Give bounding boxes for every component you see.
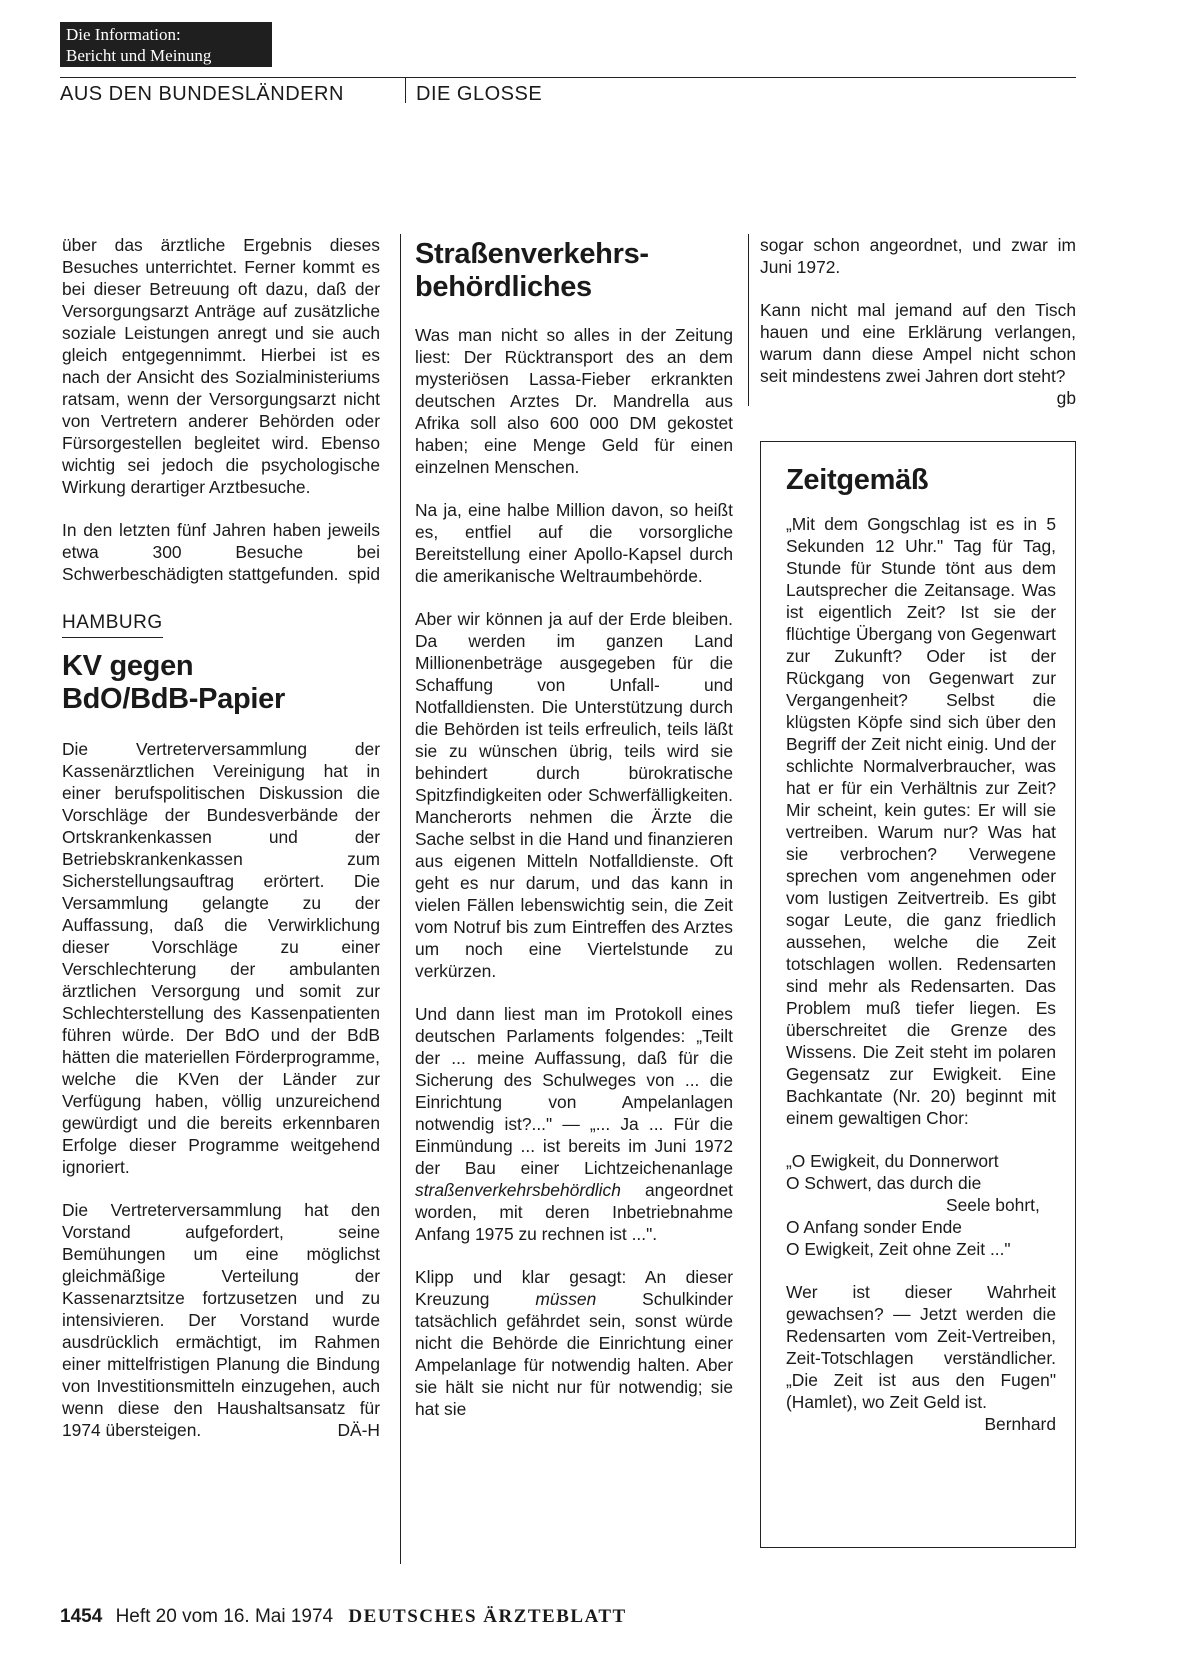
- col1-paragraph-2: [62, 519, 380, 585]
- article-headline-kv: [62, 650, 380, 716]
- page-number: 1454: [60, 1606, 103, 1627]
- col1-paragraph-4-text: Die Vertreterversammlung hat den Vorstand aufgefordert, seine Bemühungen um eine möglichst gleichmäßige Verteilung der Kassenarztsitze fortzusetzen und zu intensivieren. Der Vorstand wurde ausdrücklich ermächtigt, im Rahmen einer mittelfristigen Planung die Bindung von Investitionsmitteln einzugehen, auch wenn diese den Haushaltsansatz für 1974 übersteigen.: [62, 1200, 380, 1440]
- poem-line-2: O Schwert, das durch die: [786, 1173, 982, 1193]
- col2-paragraph-4: [415, 1003, 733, 1245]
- issue-info: Heft 20 vom 16. Mai 1974: [115, 1606, 334, 1627]
- headline-strassen-line-1: Straßenverkehrs-: [415, 238, 649, 270]
- header-rule: [60, 77, 1076, 78]
- col3-signature-gb: gb: [1056, 388, 1076, 408]
- gloss-poem: [786, 1150, 1056, 1260]
- column-2: [415, 238, 733, 1420]
- poem-line-5: O Ewigkeit, Zeit ohne Zeit ...": [786, 1239, 1011, 1259]
- headline-kv-line-2: BdO/BdB-Papier: [62, 683, 285, 715]
- col1-signature-dah: DÄ-H: [337, 1420, 380, 1440]
- col2-paragraph-2: Na ja, eine halbe Million davon, so heißt es, entfiel auf die vorsorgliche Bereitstellung einer Apollo-Kapsel durch die amerikanische Weltraumbehörde.: [415, 500, 733, 586]
- page-footer: [60, 1606, 627, 1628]
- col3-paragraph-2-text: Kann nicht mal jemand auf den Tisch hauen und eine Erklärung verlangen, warum dann diese Ampel nicht schon seit mindestens zwei Jahren dort steht?: [760, 300, 1076, 386]
- col2-paragraph-4-text-b: angeordnet worden, mit deren Inbetriebnahme Anfang 1975 zu rechnen ist ...".: [415, 1180, 733, 1244]
- header-divider: [405, 77, 406, 103]
- gloss-paragraph-2: [786, 1281, 1056, 1434]
- headline-kv-line-1: KV gegen: [62, 650, 194, 682]
- section-label-line-1: Die Information:: [66, 25, 181, 44]
- col2-paragraph-5-text-b: Schulkinder tatsächlich gefährdet sein, sonst würde nicht die Behörde die Einrichtung einer Ampelanlage für notwendig halten. Aber sie hält sie nicht nur für notwendig; sie hat sie: [415, 1289, 734, 1419]
- section-hamburg: HAMBURG: [62, 612, 163, 638]
- col1-paragraph-2-text: In den letzten fünf Jahren haben jeweils etwa 300 Besuche bei Schwerbeschädigten stattgefunden.: [62, 520, 380, 584]
- col2-paragraph-4-text-a: Und dann liest man im Protokoll eines deutschen Parlaments folgendes: „Teilt der ... meine Auffassung, daß für die Sicherung des Schulweges von ... die Einrichtung von Ampelanlagen notwendig ist?..." — „... Ja ... Für die Einmündung ... ist bereits im Juni 1972 der Bau einer Lichtzeichenanlage: [415, 1004, 733, 1178]
- gloss-signature-bernhard: Bernhard: [984, 1414, 1056, 1434]
- section-label: [60, 22, 272, 67]
- article-headline-strassen: [415, 238, 733, 304]
- poem-line-4: O Anfang sonder Ende: [786, 1217, 962, 1237]
- gloss-paragraph-2-text: Wer ist dieser Wahrheit gewachsen? — Jetzt werden die Redensarten vom Zeit-Vertreiben, Zeit-Totschlagen verständlicher. „Die Zeit ist aus den Fugen" (Hamlet), wo Zeit Geld ist.: [786, 1282, 1056, 1412]
- col2-paragraph-1: Was man nicht so alles in der Zeitung liest: Der Rücktransport des an dem mysteriösen Lassa-Fieber erkrankten deutschen Arztes Dr. Mandrella aus Afrika soll also 600 000 DM gekostet haben; eine Menge Geld für einen einzelnen Menschen.: [415, 325, 733, 477]
- right-section-title: DIE GLOSSE: [416, 83, 543, 105]
- col2-paragraph-5: [415, 1266, 733, 1420]
- poem-line-3: Seele bohrt,: [946, 1195, 1040, 1215]
- left-section-title: AUS DEN BUNDESLÄNDERN: [60, 83, 344, 105]
- section-label-line-2: Bericht und Meinung: [66, 46, 212, 65]
- magazine-title: DEUTSCHES ÄRZTEBLATT: [348, 1606, 627, 1627]
- poem-line-1: „O Ewigkeit, du Donnerwort: [786, 1151, 999, 1171]
- col2-paragraph-4-emphasis: straßenverkehrsbehördlich: [415, 1180, 621, 1200]
- col1-signature-spid: spid: [348, 564, 380, 584]
- gloss-content: [786, 464, 1056, 1435]
- col1-paragraph-1: über das ärztliche Ergebnis dieses Besuches unterrichtet. Ferner kommt es bei dieser Betreuung oft dazu, daß der Versorgungsarzt Anträge auf zusätzliche soziale Leistungen anregt und sie auch gleich entgegennimmt. Hierbei ist es nach der Ansicht des Sozialministeriums ratsam, wenn der Versorgungsarzt nicht von Vertretern anderer Behörden oder Fürsorgestellen begleitet wird. Ebenso wichtig sei jedoch die psychologische Wirkung derartiger Arztbesuche.: [62, 235, 380, 497]
- column-divider-1: [400, 234, 401, 1564]
- col2-paragraph-5-text-a: Klipp und klar gesagt: An dieser Kreuzung: [415, 1267, 733, 1309]
- col3-paragraph-2: [760, 299, 1076, 408]
- col1-paragraph-3: Die Vertreterversammlung der Kassenärztlichen Vereinigung hat in einer berufspolitischen Diskussion die Vorschläge der Bundesverbände der Ortskrankenkassen und der Betriebskrankenkassen zum Sicherstellungsauftrag erörtert. Die Versammlung gelangte zu der Auffassung, daß die Verwirklichung dieser Vorschläge zu einer Verschlechterung der ambulanten ärztlichen Versorgung und somit zur Schlechterstellung des Kassenpatienten führen würde. Der BdO und der BdB hätten die materiellen Förderprogramme, welche die KVen der Länder zur Verfügung haben, völlig unzureichend gewürdigt und die bereits erkennbaren Erfolge dieser Programme weitgehend ignoriert.: [62, 739, 380, 1177]
- headline-strassen-line-2: behördliches: [415, 271, 592, 303]
- column-1: [62, 234, 380, 1441]
- article-headline-zeitgemaess: Zeitgemäß: [786, 464, 929, 496]
- column-3: [760, 234, 1076, 409]
- gloss-paragraph-1: „Mit dem Gongschlag ist es in 5 Sekunden 12 Uhr." Tag für Tag, Stunde für Stunde tönt aus dem Lautsprecher die Zeitansage. Was ist eigentlich Zeit? Ist sie der flüchtige Übergang von Gegenwart zur Zukunft? Oder ist der Rückgang von Gegenwart zur Vergangenheit? Selbst die klügsten Köpfe sind sich über den Begriff der Zeit nicht einig. Und der schlichte Normalverbraucher, was hat er für ein Verhältnis zur Zeit? Mir scheint, kein gutes: Er will sie vertreiben. Warum nur? Was hat sie verbrochen? Verwegene sprechen vom angenehmen oder vom lustigen Zeitvertreib. Es gibt sogar Leute, die ganz friedlich aussehen, welche die Zeit totschlagen wollen. Redensarten sind mehr als Redensarten. Das Problem muß tiefer liegen. Es überschreitet die Grenze des Wissens. Die Zeit steht im polaren Gegensatz zur Ewigkeit. Eine Bachkantate (Nr. 20) beginnt mit einem gewaltigen Chor:: [786, 514, 1056, 1128]
- column-divider-2: [748, 234, 749, 406]
- col3-paragraph-1: sogar schon angeordnet, und zwar im Juni 1972.: [760, 235, 1076, 277]
- col1-paragraph-4: [62, 1199, 380, 1441]
- col2-paragraph-5-emphasis: müssen: [535, 1289, 597, 1309]
- col2-paragraph-3: Aber wir können ja auf der Erde bleiben. Da werden im ganzen Land Millionenbeträge ausgegeben für die Schaffung von Unfall- und Notfalldiensten. Die Unterstützung durch die Behörden ist teils erfreulich, teils läßt sie zu wünschen übrig, teils wird sie behindert durch bürokratische Spitzfindigkeiten oder Schwerfälligkeiten. Mancherorts nehmen die Ärzte die Sache selbst in die Hand und finanzieren aus eigenen Mitteln Notfalldienste. Oft geht es nur darum, und das kann in vielen Fällen lebenswichtig sein, die Zeit vom Notruf bis zum Eintreffen des Arztes um noch eine Viertelstunde zu verkürzen.: [415, 609, 733, 981]
